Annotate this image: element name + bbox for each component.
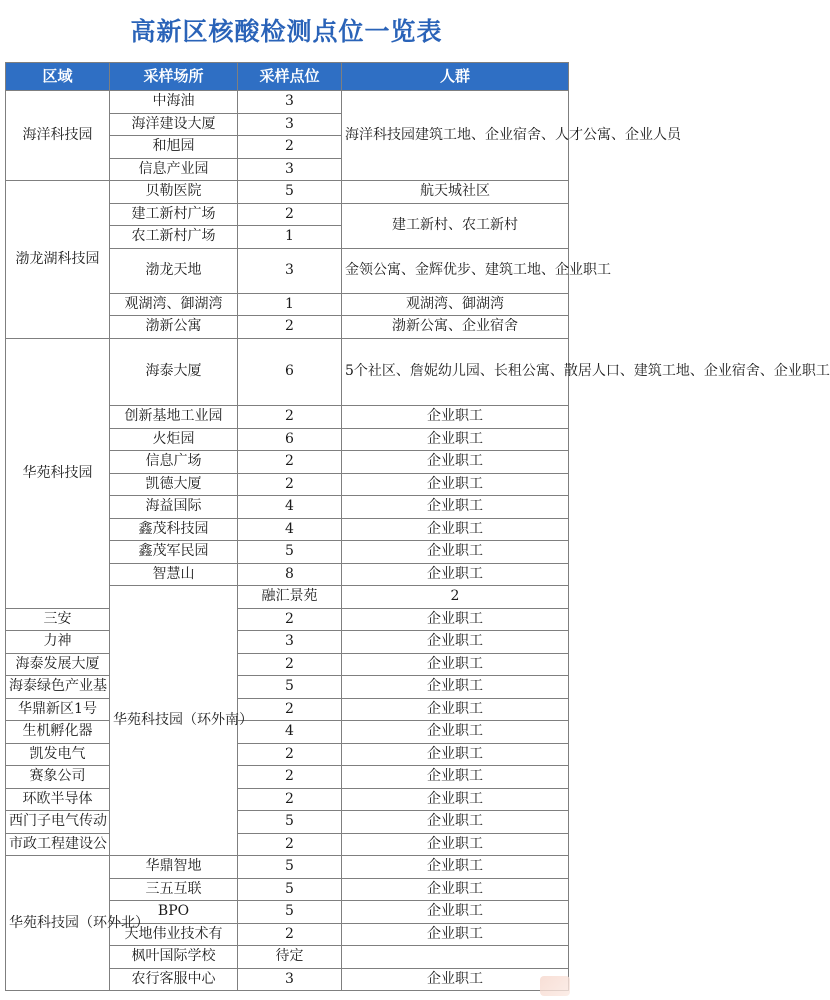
table-header-row [6,63,569,91]
people-cell: 企业职工 [342,406,569,429]
table-row [6,338,569,406]
site-cell: 生机孵化器 [6,721,110,744]
points-cell: 4 [238,518,342,541]
people-cell: 企业职工 [342,901,569,924]
site-cell: 三五互联 [110,878,238,901]
site-cell: 农行客服中心 [110,968,238,991]
people-cell: 企业职工 [342,451,569,474]
region-cell: 华苑科技园（环外南） [110,586,238,856]
site-cell: 火炬园 [110,428,238,451]
points-cell: 2 [238,136,342,159]
points-cell: 3 [238,631,342,654]
points-cell: 2 [238,203,342,226]
site-cell: 天地伟业技术有 [110,923,238,946]
points-cell: 2 [238,788,342,811]
people-cell: 企业职工 [342,856,569,879]
region-cell: 华苑科技园（环外北） [6,856,110,991]
people-cell: 企业职工 [342,473,569,496]
points-cell: 2 [238,833,342,856]
points-cell: 5 [238,878,342,901]
site-cell: 海泰发展大厦 [6,653,110,676]
people-cell: 企业职工 [342,676,569,699]
points-cell: 2 [238,406,342,429]
points-cell: 2 [238,473,342,496]
points-cell: 2 [238,743,342,766]
points-cell: 1 [238,293,342,316]
site-cell: 创新基地工业园 [110,406,238,429]
table-row [6,698,569,721]
region-cell: 华苑科技园 [6,338,110,608]
points-cell: 3 [238,968,342,991]
site-cell: 和旭园 [110,136,238,159]
people-cell: 企业职工 [342,541,569,564]
points-cell: 2 [238,923,342,946]
points-cell: 2 [342,586,569,609]
people-cell: 企业职工 [342,833,569,856]
points-cell: 8 [238,563,342,586]
site-cell: 贝勒医院 [110,181,238,204]
people-cell: 企业职工 [342,811,569,834]
sampling-sites-table [5,62,830,991]
table-row [6,608,569,631]
site-cell: 市政工程建设公 [6,833,110,856]
table-row [6,833,569,856]
people-cell: 航天城社区 [342,181,569,204]
people-cell: 企业职工 [342,743,569,766]
region-cell: 海洋科技园 [6,91,110,181]
points-cell: 2 [238,698,342,721]
table-row [6,766,569,789]
points-cell: 5 [238,901,342,924]
people-cell: 企业职工 [342,608,569,631]
points-cell: 2 [238,608,342,631]
people-cell: 企业职工 [342,721,569,744]
header-region: 区域 [6,63,110,91]
people-cell: 金领公寓、金辉优步、建筑工地、企业职工 [342,248,569,293]
table-row [6,788,569,811]
watermark [540,976,570,996]
people-cell [342,946,569,969]
people-cell: 企业职工 [342,496,569,519]
region-cell: 渤龙湖科技园 [6,181,110,339]
site-cell: 海泰绿色产业基 [6,676,110,699]
site-cell: 鑫茂军民园 [110,541,238,564]
points-cell: 6 [238,428,342,451]
site-cell: 观湖湾、御湖湾 [110,293,238,316]
people-cell: 企业职工 [342,766,569,789]
header-site: 采样场所 [110,63,238,91]
site-cell: 枫叶国际学校 [110,946,238,969]
site-cell: 建工新村广场 [110,203,238,226]
site-cell: BPO [110,901,238,924]
site-cell: 力神 [6,631,110,654]
header-people: 人群 [342,63,569,91]
points-cell: 1 [238,226,342,249]
site-cell: 华鼎智地 [110,856,238,879]
site-cell: 中海油 [110,91,238,114]
points-cell: 2 [238,316,342,339]
points-cell: 2 [238,766,342,789]
points-cell: 5 [238,181,342,204]
people-cell: 观湖湾、御湖湾 [342,293,569,316]
site-cell: 海洋建设大厦 [110,113,238,136]
site-cell: 西门子电气传动 [6,811,110,834]
header-points: 采样点位 [238,63,342,91]
people-cell: 建工新村、农工新村 [342,203,569,248]
table-row [6,811,569,834]
table-row [6,743,569,766]
table-row [6,631,569,654]
table-row [6,856,569,879]
people-cell: 企业职工 [342,428,569,451]
points-cell: 2 [238,653,342,676]
table-body [6,91,830,991]
people-cell: 企业职工 [342,788,569,811]
people-cell: 5个社区、詹妮幼儿园、长租公寓、散居人口、建筑工地、企业宿舍、企业职工 [342,338,569,406]
site-cell: 渤龙天地 [110,248,238,293]
table-row [6,653,569,676]
people-cell: 企业职工 [342,518,569,541]
points-cell: 4 [238,496,342,519]
points-cell: 3 [238,248,342,293]
site-cell: 凯发电气 [6,743,110,766]
points-cell: 3 [238,91,342,114]
people-cell: 渤新公寓、企业宿舍 [342,316,569,339]
points-cell: 6 [238,338,342,406]
points-cell: 4 [238,721,342,744]
site-cell: 三安 [6,608,110,631]
page-title: 高新区核酸检测点位一览表 [130,17,443,46]
points-cell: 5 [238,676,342,699]
site-cell: 智慧山 [110,563,238,586]
table-row [6,721,569,744]
table-row [6,181,569,204]
people-cell: 企业职工 [342,653,569,676]
people-cell: 企业职工 [342,968,569,991]
site-cell: 信息产业园 [110,158,238,181]
site-cell: 信息广场 [110,451,238,474]
points-cell: 5 [238,856,342,879]
points-cell: 5 [238,811,342,834]
site-cell: 农工新村广场 [110,226,238,249]
site-cell: 融汇景苑 [238,586,342,609]
people-cell: 企业职工 [342,878,569,901]
people-cell: 海洋科技园建筑工地、企业宿舍、人才公寓、企业人员 [342,91,569,181]
people-cell: 企业职工 [342,698,569,721]
people-cell: 企业职工 [342,923,569,946]
points-cell: 3 [238,158,342,181]
table-row [6,91,569,114]
people-cell: 企业职工 [342,563,569,586]
points-cell: 5 [238,541,342,564]
site-cell: 渤新公寓 [110,316,238,339]
site-cell: 华鼎新区1号 [6,698,110,721]
site-cell: 环欧半导体 [6,788,110,811]
site-cell: 海益国际 [110,496,238,519]
site-cell: 鑫茂科技园 [110,518,238,541]
site-cell: 凯德大厦 [110,473,238,496]
site-cell: 海泰大厦 [110,338,238,406]
site-cell: 赛象公司 [6,766,110,789]
points-cell: 待定 [238,946,342,969]
people-cell: 企业职工 [342,631,569,654]
points-cell: 2 [238,451,342,474]
table-row [6,676,569,699]
points-cell: 3 [238,113,342,136]
